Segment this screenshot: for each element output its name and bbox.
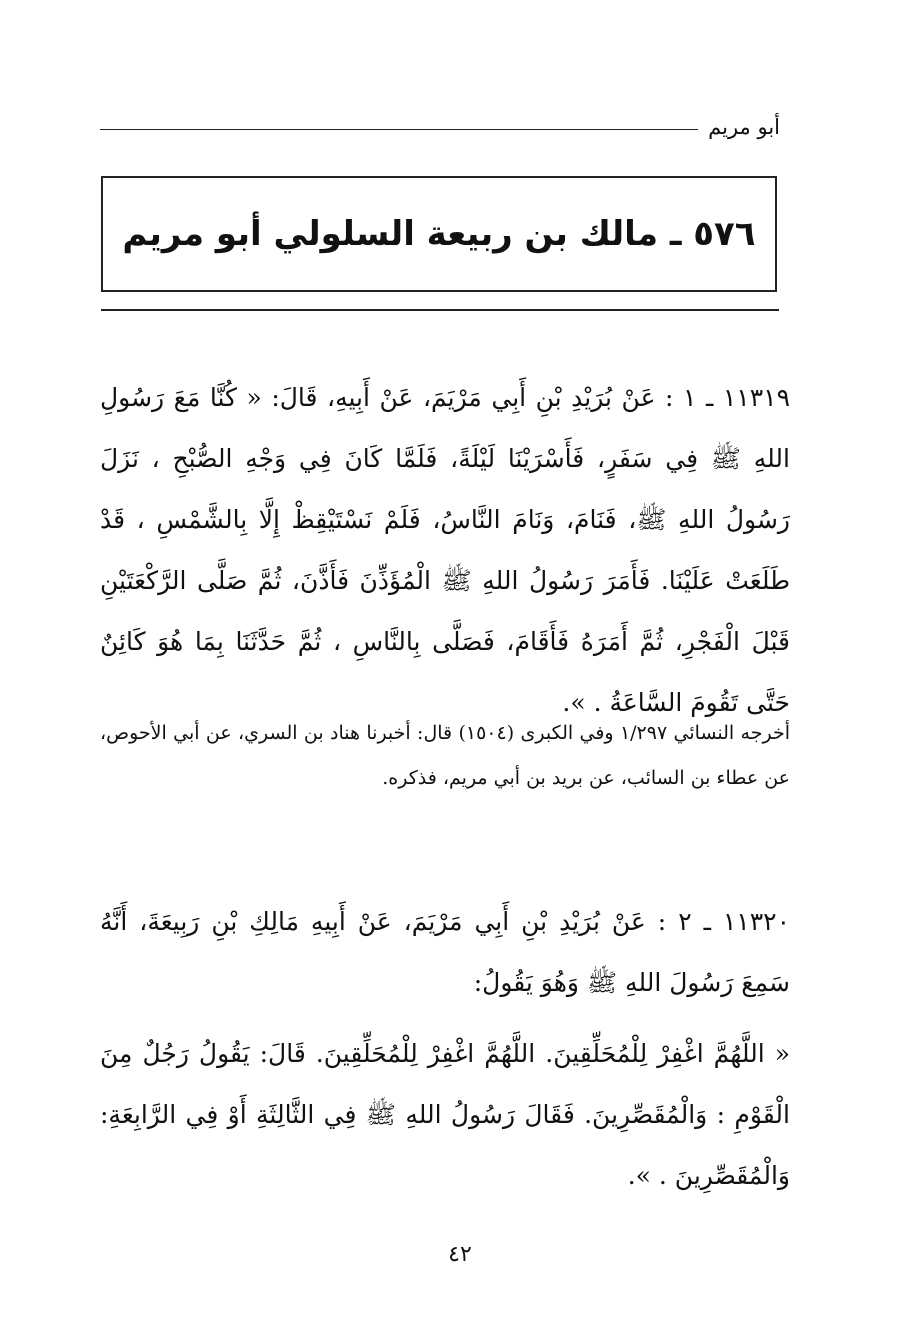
chapter-title-box — [101, 176, 777, 292]
hadith-2-matn: « اللَّهُمَّ اغْفِرْ لِلْمُحَلِّقِينَ. اللَّهُمَّ اغْفِرْ لِلْمُحَلِّقِينَ. قَالَ: يَقُولُ رَجُلٌ مِنَ الْقَوْمِ : وَالْمُقَصِّرِينَ. فَقَالَ رَسُولُ اللهِ ﷺ فِي الثَّالِثَةِ أَوْ فِي الرَّابِعَةِ: وَالْمُقَصِّرِينَ . ». — [100, 1039, 790, 1190]
page-number: ٤٢ — [448, 1242, 472, 1267]
takhrij-1: أخرجه النسائي ١/٢٩٧ وفي الكبرى (١٥٠٤) قال: أخبرنا هناد بن السري، عن أبي الأحوص، عن عطاء بن السائب، عن بريد بن أبي مريم، فذكره. — [100, 722, 790, 789]
chapter-title: ٥٧٦ ـ مالك بن ربيعة السلولي أبو مريم — [122, 214, 756, 254]
header-rule — [100, 129, 698, 130]
running-header — [100, 112, 780, 142]
hadith-2-isnad: ١١٣٢٠ ـ ٢ : عَنْ بُرَيْدِ بْنِ أَبِي مَرْيَمَ، عَنْ أَبِيهِ مَالِكِ بْنِ رَبِيعَةَ، أَنَّهُ سَمِعَ رَسُولَ اللهِ ﷺ وَهُوَ يَقُولُ: — [100, 907, 791, 997]
hadith-1: ١١٣١٩ ـ ١ : عَنْ بُرَيْدِ بْنِ أَبِي مَرْيَمَ، عَنْ أَبِيهِ، قَالَ: « كُنَّا مَعَ رَسُولِ اللهِ ﷺ فِي سَفَرٍ، فَأَسْرَيْنَا لَيْلَةً، فَلَمَّا كَانَ فِي وَجْهِ الصُّبْحِ ، نَزَلَ رَسُولُ اللهِ ﷺ، فَنَامَ، وَنَامَ النَّاسُ، فَلَمْ نَسْتَيْقِظْ إِلَّا بِالشَّمْسِ ، قَدْ طَلَعَتْ عَلَيْنَا. فَأَمَرَ رَسُولُ اللهِ ﷺ الْمُؤَذِّنَ فَأَذَّنَ، ثُمَّ صَلَّى الرَّكْعَتَيْنِ قَبْلَ الْفَجْرِ، ثُمَّ أَمَرَهُ فَأَقَامَ، فَصَلَّى بِالنَّاسِ ، ثُمَّ حَدَّثَنَا بِمَا هُوَ كَائِنٌ حَتَّى تَقُومَ السَّاعَةُ . ». — [100, 383, 791, 717]
running-title: أبو مريم — [708, 115, 780, 139]
title-underline-rule — [101, 309, 779, 311]
